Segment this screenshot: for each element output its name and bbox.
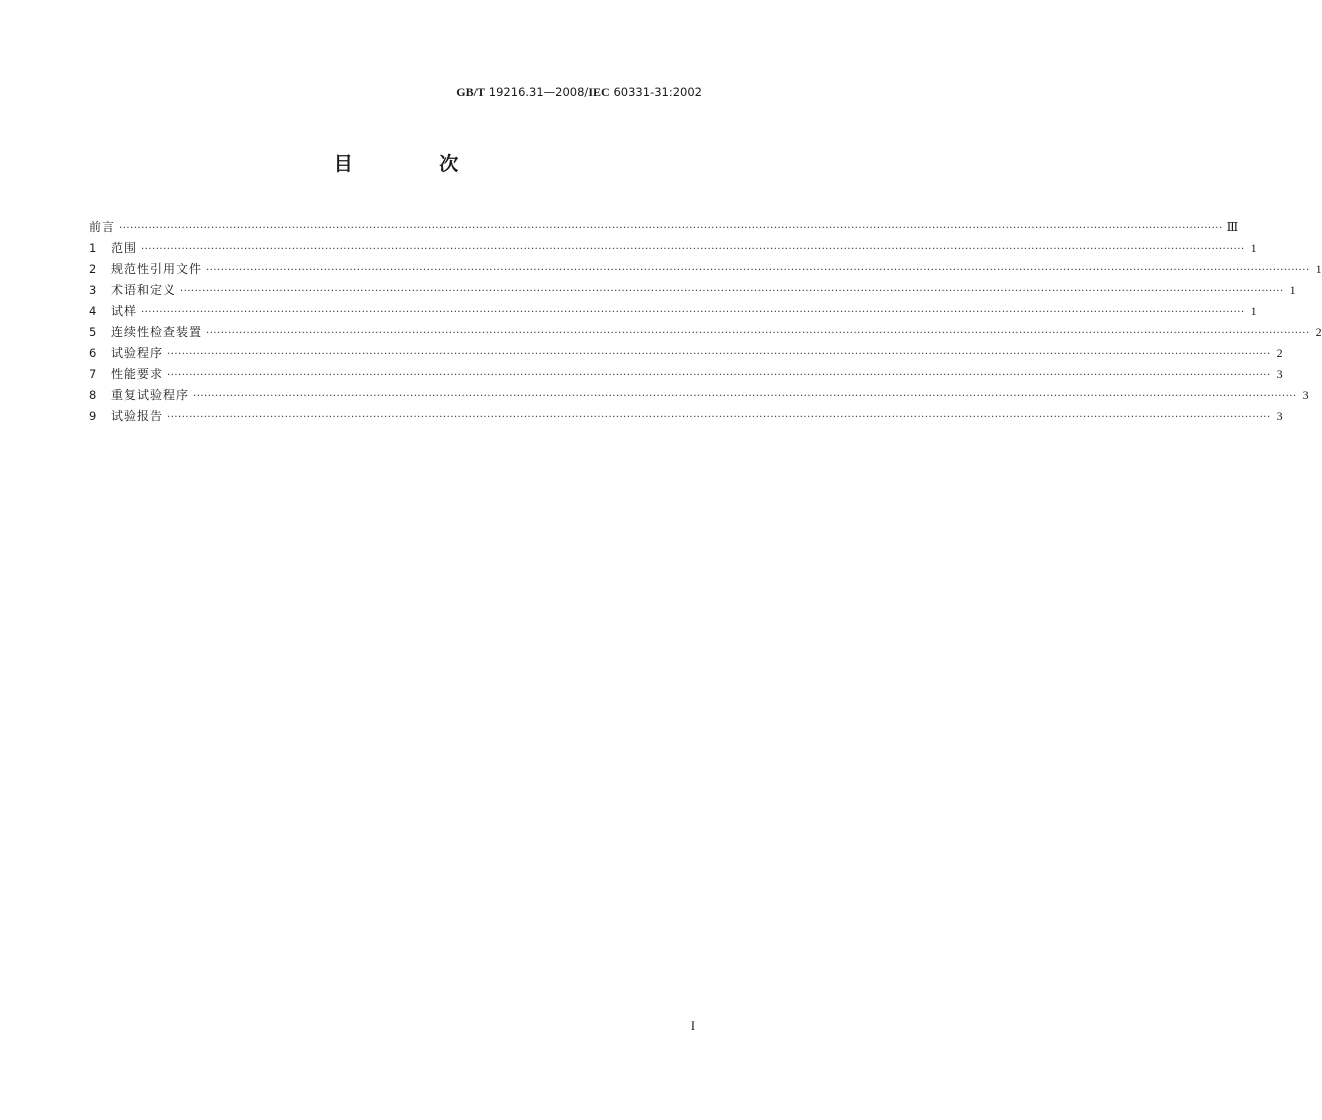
toc-dot-leader: ············································································································································································································································································································	[167, 412, 1271, 423]
iec-number: 60331-31:2002	[613, 85, 702, 99]
toc-dot-leader: ············································································································································································································································································································	[206, 328, 1310, 339]
toc-entry-label: 连续性检查装置	[111, 325, 203, 339]
iec-code: IEC	[588, 85, 610, 99]
table-of-contents	[89, 217, 1322, 427]
toc-entry-number: 4	[89, 304, 97, 318]
toc-entry-label: 重复试验程序	[111, 388, 190, 402]
toc-entry-5[interactable]	[89, 322, 1322, 343]
toc-entry-7[interactable]	[89, 364, 1283, 385]
toc-entry-page: 3	[1276, 367, 1283, 381]
toc-entry-label: 前言	[89, 220, 116, 234]
toc-entry-number: 2	[89, 262, 97, 276]
standard-header	[456, 84, 702, 100]
toc-entry-number: 9	[89, 409, 97, 423]
toc-entry-label: 规范性引用文件	[111, 262, 203, 276]
toc-entry-number: 6	[89, 346, 97, 360]
toc-entry-label: 试验程序	[111, 346, 164, 360]
toc-entry-page: 2	[1315, 325, 1322, 339]
toc-entry-label: 试样	[111, 304, 138, 318]
toc-dot-leader: ············································································································································································································································································································	[141, 307, 1245, 318]
toc-entry-number: 5	[89, 325, 97, 339]
toc-entry-4[interactable]	[89, 301, 1257, 322]
toc-entry-number: 7	[89, 367, 97, 381]
toc-dot-leader: ············································································································································································································································································································	[206, 265, 1310, 276]
toc-dot-leader: ············································································································································································································································································································	[167, 370, 1271, 381]
toc-entry-page: Ⅲ	[1226, 220, 1239, 234]
page-number: I	[690, 1019, 695, 1033]
toc-entry-page: 1	[1315, 262, 1322, 276]
toc-entry-6[interactable]	[89, 343, 1283, 364]
toc-entry-1[interactable]	[89, 238, 1257, 259]
toc-dot-leader: ············································································································································································································································································································	[180, 286, 1284, 297]
toc-entry-8[interactable]	[89, 385, 1309, 406]
toc-entry-number: 3	[89, 283, 97, 297]
toc-entry-page: 2	[1276, 346, 1283, 360]
toc-title: 目 次	[333, 153, 499, 175]
toc-entry-page: 1	[1250, 241, 1257, 255]
toc-entry-page: 3	[1302, 388, 1309, 402]
toc-dot-leader: ············································································································································································································································································································	[193, 391, 1297, 402]
toc-entry-number: 8	[89, 388, 97, 402]
toc-entry-preface[interactable]	[89, 217, 1239, 238]
toc-entry-page: 3	[1276, 409, 1283, 423]
standard-number: 19216.31—2008/	[488, 85, 589, 99]
toc-entry-2[interactable]	[89, 259, 1322, 280]
toc-entry-page: 1	[1250, 304, 1257, 318]
toc-entry-label: 术语和定义	[111, 283, 177, 297]
toc-entry-label: 范围	[111, 241, 138, 255]
toc-entry-9[interactable]	[89, 406, 1283, 427]
toc-entry-label: 性能要求	[111, 367, 164, 381]
toc-entry-3[interactable]	[89, 280, 1296, 301]
toc-entry-label: 试验报告	[111, 409, 164, 423]
standard-code: GB/T	[456, 85, 485, 99]
toc-entry-number: 1	[89, 241, 97, 255]
toc-entry-page: 1	[1289, 283, 1296, 297]
toc-dot-leader: ············································································································································································································································································································	[167, 349, 1271, 360]
toc-dot-leader: ············································································································································································································································································································	[141, 244, 1245, 255]
toc-dot-leader: ············································································································································································································································································································	[119, 223, 1223, 234]
